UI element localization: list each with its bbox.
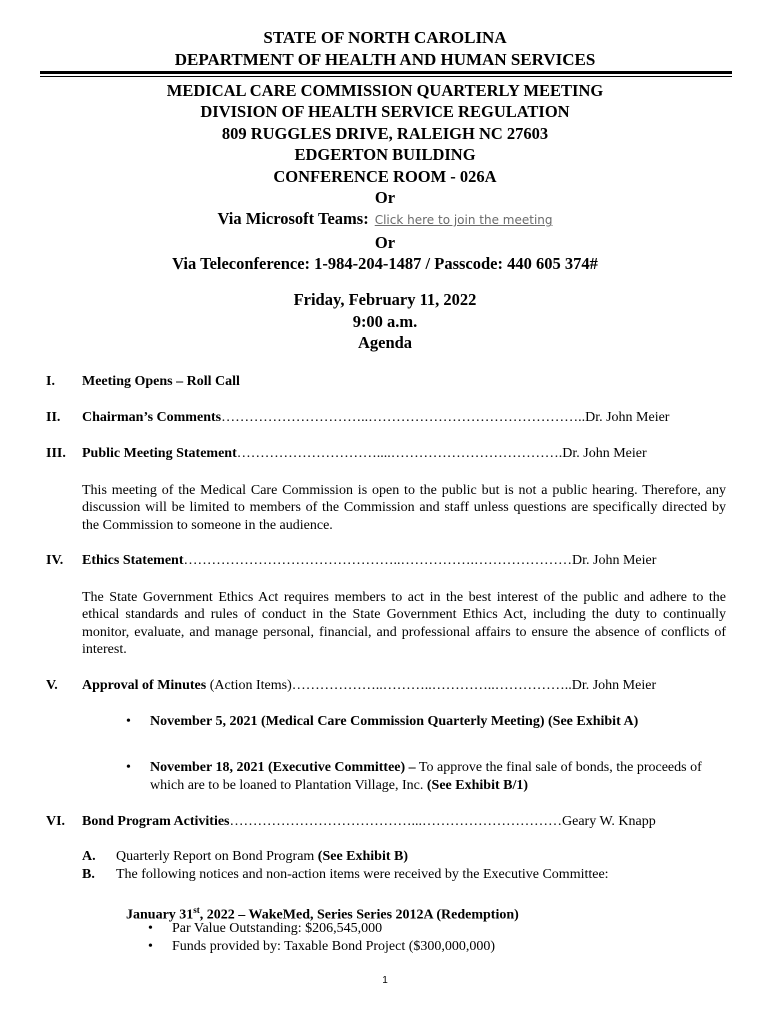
- agenda-item-title: Chairman’s Comments: [82, 410, 222, 425]
- meeting-title: MEDICAL CARE COMMISSION QUARTERLY MEETING: [166, 81, 604, 100]
- notice-date: January 31: [126, 907, 194, 923]
- minutes-bullet-heading: November 18, 2021 (Executive Committee) –: [150, 760, 416, 775]
- subitem-letter: B.: [82, 867, 95, 882]
- or-separator-1: Or: [374, 188, 396, 208]
- agenda-item-number: III.: [46, 446, 66, 461]
- agenda-item-title: Approval of Minutes: [82, 678, 207, 693]
- teleconference-line: Via Teleconference: 1-984-204-1487 / Passcode: 440 605 374#: [172, 254, 598, 274]
- agenda-item-line: [82, 813, 656, 831]
- meeting-date: Friday, February 11, 2022: [293, 290, 477, 309]
- bullet-dot: •: [126, 714, 131, 729]
- meeting-time: 9:00 a.m.: [352, 311, 418, 331]
- agenda-item-number: V.: [46, 678, 58, 693]
- agenda-item-title: Meeting Opens – Roll Call: [82, 374, 240, 389]
- agenda-item-line: [82, 677, 656, 695]
- notice-bullet-text: Par Value Outstanding: $206,545,000: [172, 921, 383, 936]
- agenda-item-presenter: Dr. John Meier: [585, 410, 670, 425]
- header-state: STATE OF NORTH CAROLINA: [263, 28, 507, 47]
- agenda-item-presenter: Geary W. Knapp: [562, 814, 656, 829]
- agenda-item-subtitle: (Action Items): [206, 678, 292, 693]
- teams-label: Via Microsoft Teams:: [217, 209, 369, 229]
- agenda-item-presenter: Dr. John Meier: [571, 678, 657, 693]
- agenda-item-presenter: Dr. John Meier: [562, 446, 647, 461]
- notice-title: , 2022 – WakeMed, Series Series 2012A (Redemption): [199, 907, 519, 923]
- notice-bullet-text: Funds provided by: Taxable Bond Project ($300,000,000): [172, 939, 496, 954]
- agenda-item-title: Bond Program Activities: [82, 814, 230, 829]
- meeting-address: 809 RUGGLES DRIVE, RALEIGH NC 27603: [221, 123, 549, 143]
- division-name: DIVISION OF HEALTH SERVICE REGULATION: [200, 102, 570, 122]
- minutes-bullet-body: To approve the final sale of bonds, the proceeds of which are to be loaned to Plantation Village, Inc.: [150, 760, 702, 793]
- building-name: EDGERTON BUILDING: [294, 145, 476, 165]
- subitem-text: The following notices and non-action items were received by the Executive Committee:: [116, 867, 609, 882]
- bullet-dot: •: [126, 760, 131, 775]
- agenda-item-line: [82, 552, 656, 570]
- leader-dots: …………………………………...…………………………: [229, 814, 563, 829]
- agenda-item-line: [82, 445, 647, 463]
- page-number: 1: [382, 975, 388, 986]
- subitem-text: [116, 848, 408, 866]
- subitem-body: Quarterly Report on Bond Program: [116, 849, 315, 864]
- header-rule-thin: [40, 76, 732, 77]
- teams-join-link[interactable]: Click here to join the meeting: [374, 213, 553, 228]
- minutes-bullet-text: [150, 759, 736, 795]
- agenda-item-presenter: Dr. John Meier: [572, 553, 657, 568]
- date-suffix: st: [193, 905, 200, 915]
- agenda-heading: Agenda: [357, 333, 413, 352]
- leader-dots: …………………………....……………………………….: [236, 446, 563, 461]
- bullet-dot: •: [148, 921, 153, 936]
- agenda-item-line: [82, 409, 669, 427]
- conference-room: CONFERENCE ROOM - 026A: [273, 166, 497, 186]
- minutes-bullet-text: November 5, 2021 (Medical Care Commission Quarterly Meeting) (See Exhibit A): [150, 714, 639, 729]
- agenda-item-title: Ethics Statement: [82, 553, 184, 568]
- agenda-item-title: Public Meeting Statement: [82, 446, 237, 461]
- leader-dots: …………………………..………………………………………..: [221, 410, 586, 425]
- exhibit-reference: (See Exhibit B/1): [423, 778, 529, 793]
- bullet-dot: •: [148, 939, 153, 954]
- meeting-datetime-block: [0, 289, 770, 354]
- agenda-item-number: VI.: [46, 814, 66, 829]
- teams-line: [0, 208, 770, 231]
- agenda-item-number: IV.: [46, 553, 64, 568]
- leader-dots: ………………………………………..…………….…………………: [183, 553, 572, 568]
- meeting-title-block: [0, 80, 770, 275]
- leader-dots: ………………..………..…………..……………..: [291, 678, 572, 693]
- agenda-item-number: II.: [46, 410, 61, 425]
- header-department: DEPARTMENT OF HEALTH AND HUMAN SERVICES: [174, 50, 596, 69]
- ethics-statement-text: The State Government Ethics Act requires members to act in the best interest of the public and adhere to the ethical standards and rules of conduct in the State Government Ethics Act, including the duty to continually monitor, evaluate, and manage personal, financial, and professional affairs to ensure the absence of conflicts of interest.: [82, 590, 726, 658]
- subitem-letter: A.: [82, 849, 96, 864]
- or-separator-2: Or: [374, 232, 396, 252]
- header-rule-thick: [40, 71, 732, 74]
- exhibit-reference: (See Exhibit B): [314, 849, 409, 864]
- agenda-item-number: I.: [46, 374, 55, 389]
- public-meeting-statement-text: This meeting of the Medical Care Commission is open to the public but is not a public hearing. Therefore, any discussion will be limited to members of the Commission and staff unless questions are specifically directed by the Commission to someone in the audience.: [82, 483, 726, 533]
